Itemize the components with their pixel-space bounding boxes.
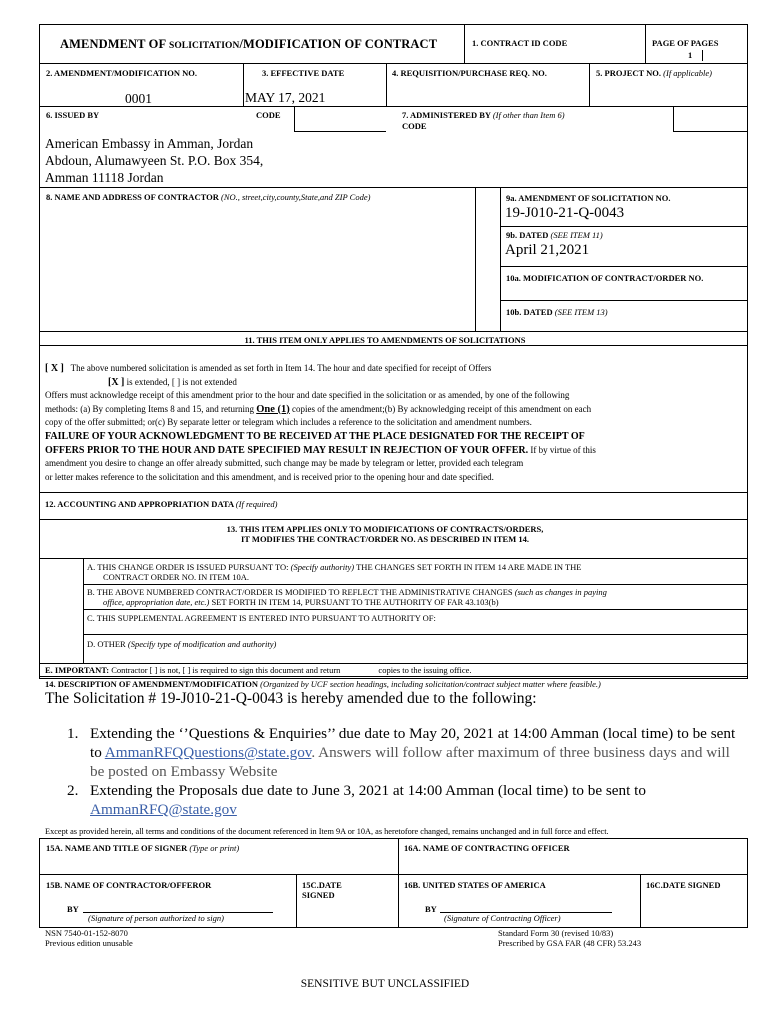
item12-label: 12. ACCOUNTING AND APPROPRIATION DATA (If required): [45, 499, 278, 509]
administered-code-label: CODE: [402, 121, 427, 131]
issued-by-label: 6. ISSUED BY: [46, 110, 100, 120]
s16b-by: BY: [425, 904, 437, 914]
issued-address: American Embassy in Amman, Jordan Abdoun, Alumawyeen St. P.O. Box 354, Amman 11118 Jordan: [45, 136, 264, 185]
classification-marking: SENSITIVE BUT UNCLASSIFIED: [300, 978, 470, 990]
item11-heading: 11. THIS ITEM ONLY APPLIES TO AMENDMENTS OF SOLICITATIONS: [244, 335, 526, 345]
s16b-signature-line: (Signature of Contracting Officer): [444, 913, 561, 923]
proposals-email-link[interactable]: AmmanRFQ@state.gov: [90, 801, 237, 818]
item9a-value: 19-J010-21-Q-0043: [505, 205, 625, 221]
item13-d: D. OTHER (Specify type of modification and authority): [87, 639, 277, 649]
administered-code-box: [673, 106, 748, 132]
s15b-signature-line: (Signature of person authorized to sign): [88, 913, 224, 923]
item14-label: 14. DESCRIPTION OF AMENDMENT/MODIFICATION (Organized by UCF section headings, including solicitation/contract subject matter where feasible.): [45, 679, 601, 689]
s15c-label: 15C.DATE SIGNED: [302, 880, 342, 900]
item13-heading: 13. THIS ITEM APPLIES ONLY TO MODIFICATIONS OF CONTRACTS/ORDERS, IT MODIFIES THE CONTRACT/ORDER NO. AS DESCRIBED IN ITEM 14.: [226, 524, 544, 544]
item11-body: [ X ] The above numbered solicitation is amended as set forth in Item 14. The hour and date specified for receipt of Offers [X ] is extended, [ ] is not extended Offers must acknowledge receipt of this amendment prior to the hour and date specified in the solicitation or as amended, by one of the following methods: (a) By completing Items 8 and 15, and returning One (1) copies of the amendment;(b) By acknowledging receipt of this amendment on each copy of the offer submitted; or(c) By separate letter or telegram which includes a reference to the solicitation and amendment numbers. FAILURE OF YOUR ACKNOWLEDGMENT TO BE RECEIVED AT THE PLACE DESIGNATED FOR THE RECEIPT OF OFFERS PRIOR TO THE HOUR AND DATE SPECIFIED MAY RESULT IN REJECTION OF YOUR OFFER. If by virtue of this amendment you desire to change an offer already submitted, such change may be made by telegram or letter, provided each telegram or letter makes reference to the solicitation and this amendment, and is received prior to the opening hour and date specified.: [45, 363, 596, 482]
item9b-label: 9b. DATED (SEE ITEM 11): [506, 230, 603, 240]
contract-id-label: 1. CONTRACT ID CODE: [472, 38, 568, 48]
administered-label: 7. ADMINISTERED BY (If other than Item 6): [402, 110, 565, 120]
amend-no-value: 0001: [125, 91, 152, 106]
item10b-label: 10b. DATED (SEE ITEM 13): [506, 307, 608, 317]
page-value: 1: [688, 50, 693, 60]
issued-code-label: CODE: [256, 110, 281, 120]
item13-c: C. THIS SUPPLEMENTAL AGREEMENT IS ENTERED INTO PURSUANT TO AUTHORITY OF:: [87, 613, 436, 623]
questions-email-link[interactable]: AmmanRFQQuestions@state.gov: [104, 744, 312, 761]
item13-a: A. THIS CHANGE ORDER IS ISSUED PURSUANT TO: (Specify authority) THE CHANGES SET FORTH IN ITEM 14 ARE MADE IN THE CONTRACT ORDER NO. IN ITEM 10A.: [87, 562, 582, 582]
effective-date-value: MAY 17, 2021: [245, 90, 326, 105]
amend-no-label: 2. AMENDMENT/MODIFICATION NO.: [46, 68, 197, 78]
item10a-label: 10a. MODIFICATION OF CONTRACT/ORDER NO.: [506, 273, 704, 283]
s16a-label: 16A. NAME OF CONTRACTING OFFICER: [404, 843, 570, 853]
form-title: AMENDMENT OF SOLICITATION/MODIFICATION OF CONTRACT: [60, 37, 438, 51]
s15b-label: 15B. NAME OF CONTRACTOR/OFFEROR: [46, 880, 212, 890]
item-e-important: E. IMPORTANT: Contractor [ ] is not, [ ] is required to sign this document and return copies to the issuing office.: [45, 665, 472, 675]
page-of-pages-label: PAGE OF PAGES: [652, 38, 719, 48]
s16b-label: 16B. UNITED STATES OF AMERICA: [404, 880, 546, 890]
item14-intro: The Solicitation # 19-J010-21-Q-0043 is hereby amended due to the following:: [45, 690, 537, 707]
contractor-label: 8. NAME AND ADDRESS OF CONTRACTOR (NO., street,city,county,State,and ZIP Code): [46, 192, 371, 202]
requisition-label: 4. REQUISITION/PURCHASE REQ. NO.: [392, 68, 547, 78]
item14-list: 1. Extending the ‘’Questions & Enquiries’’ due date to May 20, 2021 at 14:00 Amman (local time) to be sent to AmmanRFQQuestions@state.gov. Answers will follow after maximum of three business days and will be posted on Embassy Website 2. Extending the Proposals due date to June 3, 2021 at 14:00 Amman (local time) to be sent to AmmanRFQ@state.gov: [67, 725, 736, 818]
project-label: 5. PROJECT NO. (If applicable): [596, 68, 713, 78]
footer-left: NSN 7540-01-152-8070 Previous edition unusable: [45, 928, 133, 948]
issued-code-box: [294, 106, 386, 132]
item14-footer-note: Except as provided herein, all terms and conditions of the document referenced in Item 9A or 10A, as heretofore changed, remains unchanged and in full force and effect.: [45, 827, 609, 836]
item9b-value: April 21,2021: [505, 242, 590, 258]
item13-b: B. THE ABOVE NUMBERED CONTRACT/ORDER IS MODIFIED TO REFLECT THE ADMINISTRATIVE CHANGES (such as changes in paying office, appropriation date, etc.) SET FORTH IN ITEM 14, PURSUANT TO THE AUTHORITY OF FAR 43.103(b): [87, 587, 607, 607]
effective-date-label: 3. EFFECTIVE DATE: [262, 68, 345, 78]
footer-right: Standard Form 30 (revised 10/83) Prescribed by GSA FAR (48 CFR) 53.243: [498, 928, 642, 948]
s16c-label: 16C.DATE SIGNED: [646, 880, 721, 890]
s15b-by: BY: [67, 904, 79, 914]
s15a-label: 15A. NAME AND TITLE OF SIGNER (Type or print): [46, 843, 240, 853]
item9a-label: 9a. AMENDMENT OF SOLICITATION NO.: [506, 193, 671, 203]
